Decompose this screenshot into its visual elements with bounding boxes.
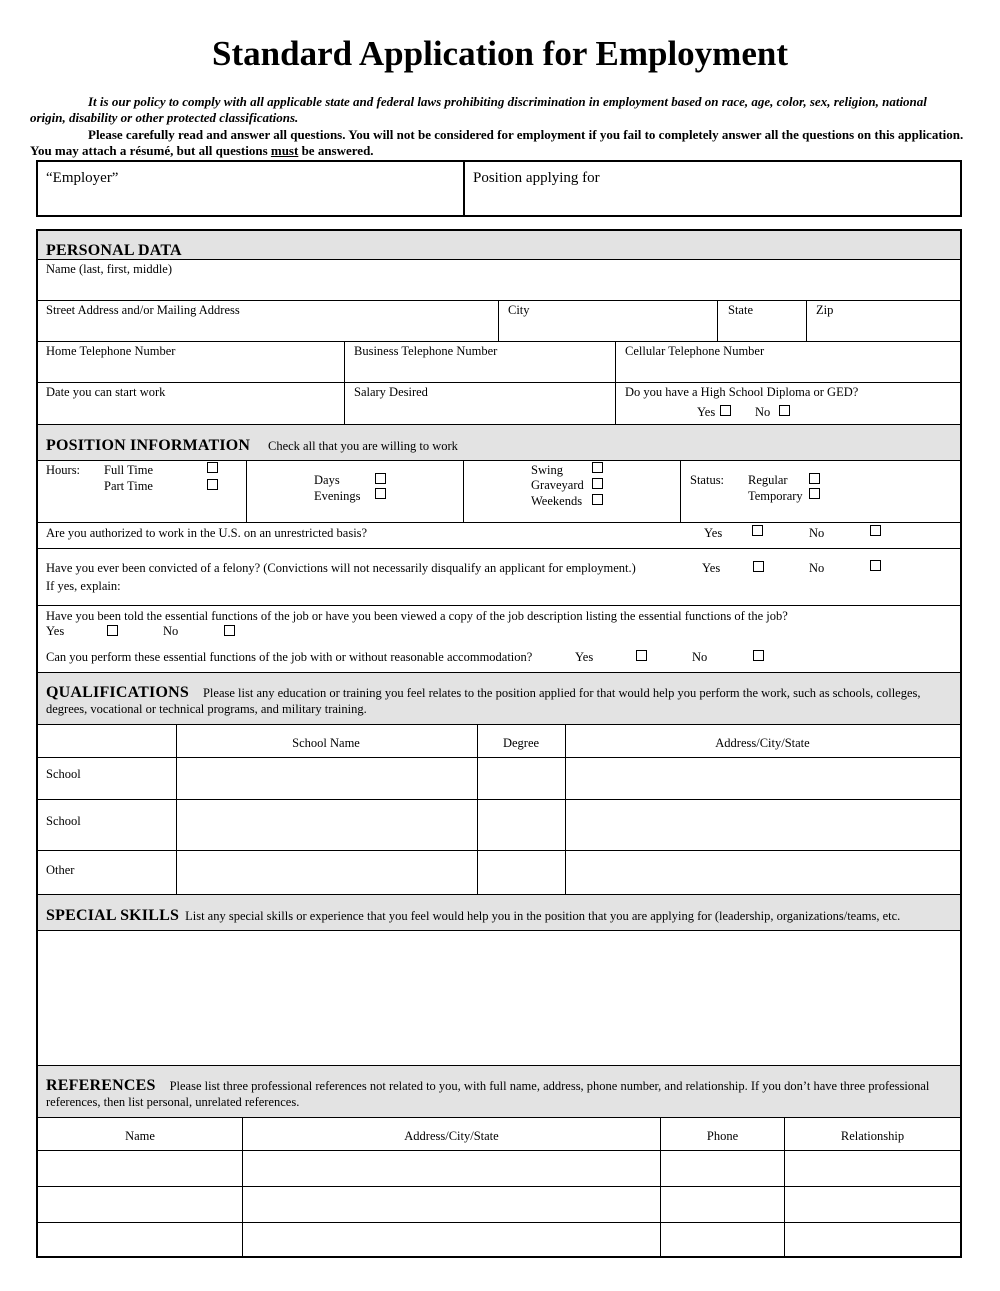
felony-explain-label: If yes, explain:	[46, 579, 121, 593]
authorized-question: Are you authorized to work in the U.S. on an unrestricted basis?	[46, 526, 368, 540]
felony-no-checkbox[interactable]	[870, 560, 881, 571]
zip-label: Zip	[816, 303, 834, 317]
col-address: Address/City/State	[715, 736, 810, 750]
qualifications-heading: QUALIFICATIONS	[46, 684, 189, 701]
perform-no-label: No	[692, 650, 708, 664]
ref-row-2-address[interactable]	[244, 1188, 659, 1221]
ref-row-2-phone[interactable]	[662, 1188, 783, 1221]
position-label: Position applying for	[473, 170, 600, 186]
policy-statement: It is our policy to comply with all applicable state and federal laws prohibiting discrimination in employment based on race, age, color, sex, religion, national origin, disability or other protected classifications.	[30, 94, 927, 125]
weekends-checkbox[interactable]	[592, 494, 603, 505]
status-label: Status:	[690, 473, 725, 487]
street-field[interactable]	[38, 301, 498, 341]
regular-checkbox[interactable]	[809, 473, 820, 484]
ref-row-1-relationship[interactable]	[786, 1152, 960, 1185]
weekends-label: Weekends	[531, 494, 583, 508]
authorized-yes-label: Yes	[704, 526, 723, 540]
authorized-no-label: No	[809, 526, 825, 540]
ref-row-3-phone[interactable]	[662, 1224, 783, 1256]
school-row-1-label: School	[46, 767, 81, 781]
swing-label: Swing	[531, 463, 563, 477]
felony-question: Have you ever been convicted of a felony? (Convictions will not necessarily disqualify an applicant for employment.)	[46, 561, 636, 575]
temporary-checkbox[interactable]	[809, 488, 820, 499]
city-label: City	[508, 303, 530, 317]
name-field[interactable]	[38, 260, 960, 300]
diploma-no-checkbox[interactable]	[779, 405, 790, 416]
cell-phone-label: Cellular Telephone Number	[625, 344, 765, 358]
felony-explain-field[interactable]	[130, 578, 958, 598]
skills-field[interactable]	[38, 932, 960, 1064]
felony-no-label: No	[809, 561, 825, 575]
days-checkbox[interactable]	[375, 473, 386, 484]
ref-row-3-address[interactable]	[244, 1224, 659, 1256]
school-row-3-address[interactable]	[567, 852, 960, 893]
ref-col-name: Name	[125, 1129, 155, 1143]
col-degree: Degree	[502, 736, 540, 750]
diploma-yes-checkbox[interactable]	[720, 405, 731, 416]
references-text: Please list three professional references not related to you, with full name, address, phone number, and relationship. If you don’t have three professional references, then list personal, unrelated references.	[46, 1079, 930, 1109]
page-title: Standard Application for Employment	[212, 34, 788, 73]
full-time-checkbox[interactable]	[207, 462, 218, 473]
home-phone-field[interactable]	[38, 342, 344, 382]
skills-header	[46, 908, 900, 924]
ref-row-3-relationship[interactable]	[786, 1224, 960, 1256]
qualifications-text: Please list any education or training you feel relates to the position applied for that would help you perform the work, such as schools, colleges, degrees, vocational or technical programs, and military training.	[46, 686, 921, 716]
ref-row-1-phone[interactable]	[662, 1152, 783, 1185]
name-label: Name (last, first, middle)	[46, 262, 173, 276]
city-field[interactable]	[499, 301, 717, 341]
ref-row-1-address[interactable]	[244, 1152, 659, 1185]
school-row-1-address[interactable]	[567, 759, 960, 799]
ref-row-2-relationship[interactable]	[786, 1188, 960, 1221]
business-phone-label: Business Telephone Number	[354, 344, 498, 358]
start-date-field[interactable]	[38, 383, 344, 423]
ref-col-relationship: Relationship	[840, 1129, 905, 1143]
references-heading: REFERENCES	[46, 1077, 156, 1094]
salary-label: Salary Desired	[354, 385, 428, 399]
instructions-text-end: be answered.	[298, 143, 374, 158]
ref-col-phone: Phone	[706, 1129, 739, 1143]
state-field[interactable]	[718, 301, 806, 341]
part-time-label: Part Time	[104, 479, 153, 493]
ref-row-2-name[interactable]	[38, 1188, 241, 1221]
evenings-checkbox[interactable]	[375, 488, 386, 499]
employer-label: “Employer”	[46, 170, 119, 186]
perform-no-checkbox[interactable]	[753, 650, 764, 661]
position-info-heading: POSITION INFORMATION	[46, 437, 251, 454]
school-row-3-degree[interactable]	[479, 852, 564, 893]
told-yes-checkbox[interactable]	[107, 625, 118, 636]
ref-col-address: Address/City/State	[404, 1129, 499, 1143]
school-row-2-label: School	[46, 814, 81, 828]
qualifications-description	[46, 685, 951, 717]
school-row-1-name[interactable]	[178, 759, 476, 799]
told-question: Have you been told the essential functions of the job or have you been viewed a copy of the job description listing the essential functions of the job?	[46, 609, 788, 623]
felony-yes-checkbox[interactable]	[753, 561, 764, 572]
perform-yes-label: Yes	[575, 650, 594, 664]
school-row-2-address[interactable]	[567, 801, 960, 849]
temporary-label: Temporary	[748, 489, 803, 503]
instructions-text: Please carefully read and answer all questions. You will not be considered for employment if you fail to completely answer all the questions on this application. You may attach a résumé, but all questions	[30, 127, 964, 158]
state-label: State	[728, 303, 753, 317]
salary-field[interactable]	[345, 383, 615, 423]
part-time-checkbox[interactable]	[207, 479, 218, 490]
skills-heading: SPECIAL SKILLS	[46, 907, 180, 924]
graveyard-checkbox[interactable]	[592, 478, 603, 489]
references-description	[46, 1078, 951, 1110]
col-school-name: School Name	[292, 736, 360, 750]
school-row-1-degree[interactable]	[479, 759, 564, 799]
perform-question: Can you perform these essential functions of the job with or without reasonable accommodation?	[46, 650, 533, 664]
ref-row-1-name[interactable]	[38, 1152, 241, 1185]
authorized-yes-checkbox[interactable]	[752, 525, 763, 536]
full-time-label: Full Time	[104, 463, 153, 477]
skills-text: List any special skills or experience that you feel would help you in the position that you are applying for (leadership, organizations/teams, etc.	[185, 909, 901, 923]
told-no-label: No	[163, 624, 179, 638]
cell-phone-field[interactable]	[616, 342, 960, 382]
graveyard-label: Graveyard	[531, 478, 584, 492]
days-label: Days	[314, 473, 340, 487]
ref-row-3-name[interactable]	[38, 1224, 241, 1256]
swing-checkbox[interactable]	[592, 462, 603, 473]
diploma-question: Do you have a High School Diploma or GED?	[625, 385, 859, 399]
evenings-label: Evenings	[314, 489, 361, 503]
told-no-checkbox[interactable]	[224, 625, 235, 636]
school-row-2-degree[interactable]	[479, 801, 564, 849]
hours-label: Hours:	[46, 463, 81, 477]
perform-yes-checkbox[interactable]	[636, 650, 647, 661]
authorized-no-checkbox[interactable]	[870, 525, 881, 536]
zip-field[interactable]	[807, 301, 960, 341]
told-yes-label: Yes	[46, 624, 65, 638]
home-phone-label: Home Telephone Number	[46, 344, 176, 358]
personal-data-heading: PERSONAL DATA	[46, 242, 182, 259]
instructions-statement	[30, 127, 965, 159]
business-phone-field[interactable]	[345, 342, 615, 382]
position-info-subheading: Check all that you are willing to work	[268, 439, 458, 453]
street-label: Street Address and/or Mailing Address	[46, 303, 240, 317]
diploma-yes-label: Yes	[697, 405, 716, 419]
school-row-3-name[interactable]	[178, 852, 476, 893]
school-row-2-name[interactable]	[178, 801, 476, 849]
start-date-label: Date you can start work	[46, 385, 166, 399]
regular-label: Regular	[748, 473, 788, 487]
school-row-3-label: Other	[46, 863, 75, 877]
felony-yes-label: Yes	[702, 561, 721, 575]
diploma-no-label: No	[755, 405, 771, 419]
instructions-emphasis: must	[270, 143, 299, 158]
